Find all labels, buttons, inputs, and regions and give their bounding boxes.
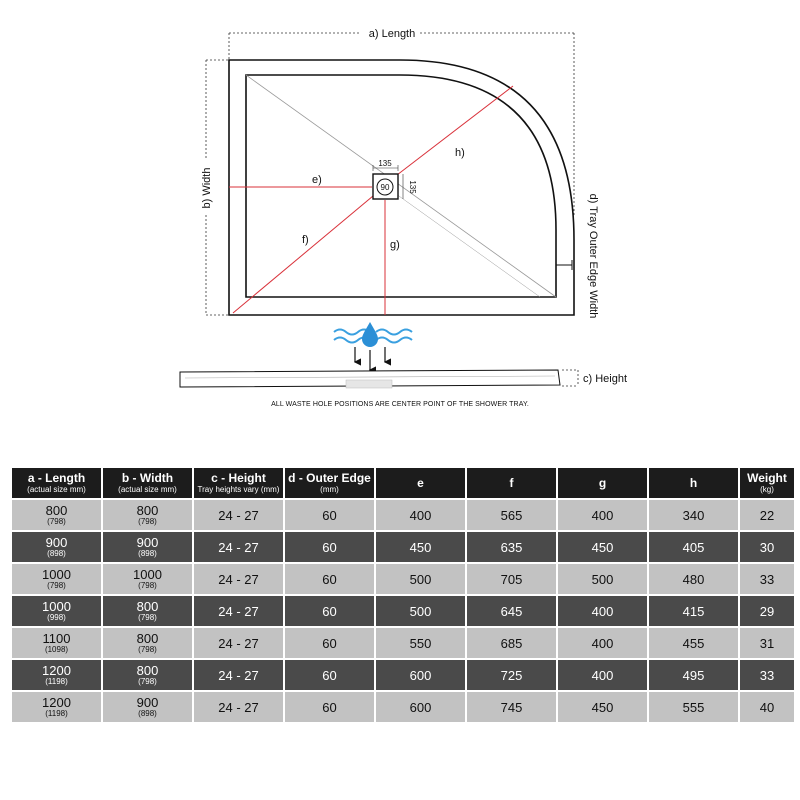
table-row [12,532,794,562]
cell-e: 400 [376,500,465,530]
cell-width: 900 (898) [103,692,192,722]
cell-height: 24 - 27 [194,564,283,594]
cell-height: 24 - 27 [194,660,283,690]
length-label: a) Length [368,28,416,40]
label-h: h) [455,147,465,159]
water-drop-icon [362,322,378,347]
header-width: b - Width (actual size mm) [103,468,192,498]
cell-f: 705 [467,564,556,594]
header-h: h [649,468,738,498]
cell-height: 24 - 27 [194,500,283,530]
cell-h: 495 [649,660,738,690]
cell-e: 500 [376,564,465,594]
cell-g: 450 [558,532,647,562]
table-row [12,564,794,594]
header-height: c - Height Tray heights vary (mm) [194,468,283,498]
cell-f: 725 [467,660,556,690]
waste-width-label: 135 [378,159,392,168]
cell-height: 24 - 27 [194,532,283,562]
cell-e: 500 [376,596,465,626]
cell-length: 800 (798) [12,500,101,530]
cell-width: 800 (798) [103,596,192,626]
label-f: f) [302,234,309,246]
table-header-row [12,468,794,498]
cell-h: 555 [649,692,738,722]
table-row [12,628,794,658]
cell-h: 415 [649,596,738,626]
height-dimension [562,370,627,386]
width-label: b) Width [201,167,213,209]
cell-width: 900 (898) [103,532,192,562]
cell-height: 24 - 27 [194,628,283,658]
cell-weight: 40 [740,692,794,722]
cell-h: 480 [649,564,738,594]
cell-weight: 29 [740,596,794,626]
cell-outer-edge: 60 [285,660,374,690]
header-outer-edge: d - Outer Edge (mm) [285,468,374,498]
header-length: a - Length (actual size mm) [12,468,101,498]
header-g: g [558,468,647,498]
cell-g: 400 [558,500,647,530]
cell-outer-edge: 60 [285,692,374,722]
cell-outer-edge: 60 [285,628,374,658]
cell-height: 24 - 27 [194,692,283,722]
cell-f: 685 [467,628,556,658]
tray-profile [180,370,560,388]
cell-f: 745 [467,692,556,722]
width-dimension [201,60,228,315]
spec-table [10,466,796,724]
cell-g: 500 [558,564,647,594]
table-row [12,500,794,530]
cell-width: 800 (798) [103,500,192,530]
cell-length: 1200 (1198) [12,660,101,690]
cell-outer-edge: 60 [285,596,374,626]
cell-outer-edge: 60 [285,532,374,562]
cell-h: 340 [649,500,738,530]
cell-f: 645 [467,596,556,626]
cell-e: 600 [376,660,465,690]
cell-g: 450 [558,692,647,722]
outer-edge-label: d) Tray Outer Edge Width [587,193,599,319]
cell-height: 24 - 27 [194,596,283,626]
cell-e: 600 [376,692,465,722]
header-e: e [376,468,465,498]
cell-weight: 33 [740,660,794,690]
cell-outer-edge: 60 [285,500,374,530]
cell-e: 550 [376,628,465,658]
cell-outer-edge: 60 [285,564,374,594]
waste-position-note: ALL WASTE HOLE POSITIONS ARE CENTER POINT OF THE SHOWER TRAY. [271,401,529,408]
cell-width: 1000 (798) [103,564,192,594]
cell-h: 405 [649,532,738,562]
cell-weight: 30 [740,532,794,562]
cell-e: 450 [376,532,465,562]
cell-weight: 33 [740,564,794,594]
cell-weight: 22 [740,500,794,530]
label-e: e) [312,174,322,186]
cell-width: 800 (798) [103,628,192,658]
cell-g: 400 [558,596,647,626]
cell-length: 1000 (998) [12,596,101,626]
cell-f: 565 [467,500,556,530]
cell-length: 900 (898) [12,532,101,562]
table-row [12,692,794,722]
cell-h: 455 [649,628,738,658]
cell-g: 400 [558,660,647,690]
water-drain-icon [334,322,412,370]
table-row [12,660,794,690]
cell-length: 1000 (798) [12,564,101,594]
cell-weight: 31 [740,628,794,658]
header-f: f [467,468,556,498]
waste-height-label: 135 [408,180,417,194]
cell-f: 635 [467,532,556,562]
cell-length: 1100 (1098) [12,628,101,658]
cell-width: 800 (798) [103,660,192,690]
label-g: g) [390,239,400,251]
header-weight: Weight (kg) [740,468,794,498]
cell-length: 1200 (1198) [12,692,101,722]
waste-size-label: 90 [380,183,390,192]
height-label: c) Height [583,373,628,385]
cell-g: 400 [558,628,647,658]
table-row [12,596,794,626]
